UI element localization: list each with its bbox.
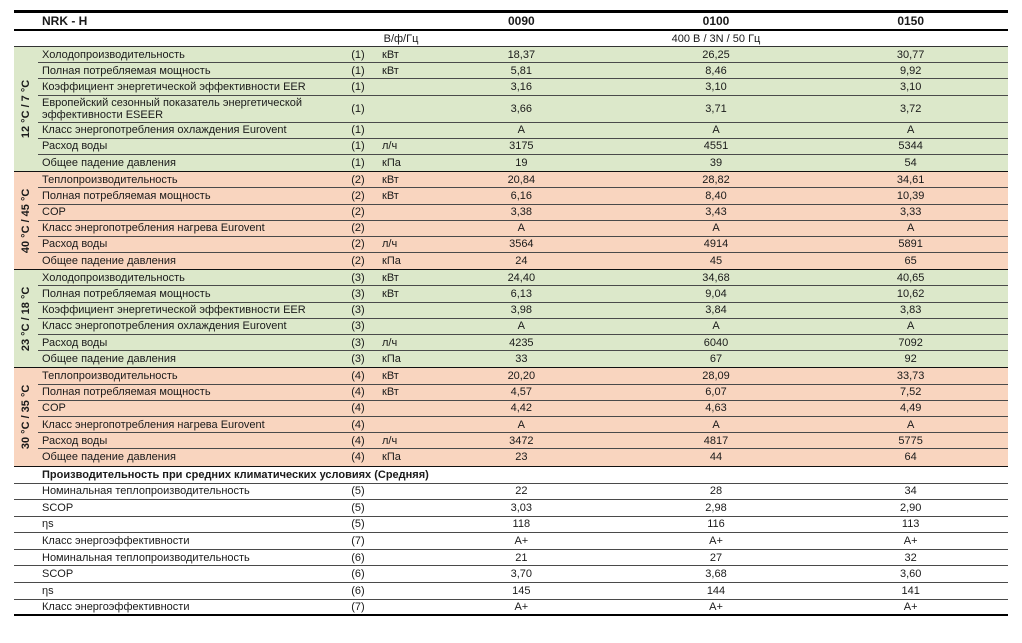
value-0150: 3,10 bbox=[899, 80, 922, 93]
value-0150: 30,77 bbox=[896, 48, 925, 61]
note-ref: (4) bbox=[351, 386, 365, 399]
value-0100: 4817 bbox=[703, 434, 729, 447]
param-label: SCOP bbox=[42, 568, 74, 581]
note-ref: (4) bbox=[351, 402, 365, 415]
note-ref: (6) bbox=[351, 568, 365, 581]
value-0150: 3,72 bbox=[899, 102, 922, 115]
note-ref: (1) bbox=[351, 80, 365, 93]
value-0090: 3175 bbox=[509, 140, 534, 153]
value-0090: 22 bbox=[515, 485, 528, 498]
table-row bbox=[38, 188, 1008, 204]
value-0100: 67 bbox=[709, 353, 723, 366]
param-label: Класс энергопотребления нагрева Eurovent bbox=[42, 222, 265, 235]
table-row bbox=[38, 63, 1008, 79]
table-row bbox=[38, 123, 1008, 139]
value-0100: 144 bbox=[706, 584, 726, 597]
value-0150: 7092 bbox=[898, 336, 923, 349]
note-ref: (3) bbox=[351, 288, 365, 301]
unit: кВт bbox=[382, 64, 399, 77]
note-ref: (4) bbox=[351, 451, 365, 464]
value-0090: 3,03 bbox=[510, 501, 533, 514]
value-0150: A bbox=[906, 222, 915, 235]
value-0090: 3,70 bbox=[510, 568, 533, 581]
value-0150: 5891 bbox=[898, 238, 923, 251]
condition-side-label: 23 °C / 18 °C bbox=[20, 286, 32, 352]
param-label: SCOP bbox=[42, 501, 74, 514]
unit: кПа bbox=[382, 451, 401, 464]
value-0090: 20,84 bbox=[507, 173, 536, 186]
block-rows bbox=[38, 47, 1008, 171]
table-row bbox=[38, 237, 1008, 253]
note-ref: (3) bbox=[351, 353, 365, 366]
value-0100: 27 bbox=[709, 551, 723, 564]
value-0100: 4,63 bbox=[705, 402, 727, 415]
value-0100: A+ bbox=[709, 600, 723, 613]
value-0100: 28,82 bbox=[702, 173, 730, 186]
value-0090: 5,81 bbox=[510, 64, 533, 77]
table-row bbox=[38, 155, 1008, 171]
unit: кВт bbox=[382, 173, 399, 186]
table-row bbox=[38, 401, 1008, 417]
value-0090: 19 bbox=[515, 157, 528, 170]
value-0150: 65 bbox=[904, 255, 917, 268]
value-0150: 64 bbox=[904, 451, 917, 464]
condition-side-label: 12 °C / 7 °C bbox=[20, 79, 32, 139]
note-ref: (4) bbox=[351, 418, 365, 431]
param-label: Холодопроизводительность bbox=[42, 271, 185, 284]
note-ref: (2) bbox=[351, 222, 365, 235]
value-0090: A bbox=[517, 320, 525, 333]
value-0090: A bbox=[517, 418, 525, 431]
table-row bbox=[14, 484, 1008, 501]
table-row bbox=[38, 319, 1008, 335]
value-0100: 8,40 bbox=[705, 189, 727, 202]
value-0100: 4551 bbox=[703, 140, 729, 153]
value-0090: A bbox=[517, 124, 525, 137]
model-name: NRK - H bbox=[42, 14, 88, 28]
seasonal-performance-rows bbox=[14, 484, 1008, 617]
param-label: Коэффициент энергетической эффективности EER bbox=[42, 304, 306, 317]
unit: кВт bbox=[382, 48, 399, 61]
param-label: COP bbox=[42, 402, 66, 415]
param-label: Общее падение давления bbox=[42, 451, 176, 464]
unit: л/ч bbox=[382, 336, 398, 349]
note-ref: (2) bbox=[351, 173, 365, 186]
note-ref: (6) bbox=[351, 584, 365, 597]
unit: кВт bbox=[382, 386, 399, 399]
param-label: ηs bbox=[42, 584, 54, 597]
value-0100: 3,10 bbox=[705, 80, 727, 93]
table-row bbox=[38, 221, 1008, 237]
block-rows bbox=[38, 172, 1008, 269]
note-ref: (2) bbox=[351, 206, 365, 219]
value-0100: A bbox=[712, 124, 720, 137]
param-label: Класс энергопотребления охлаждения Eurovent bbox=[42, 124, 287, 137]
unit: кВт bbox=[382, 288, 399, 301]
param-label: Полная потребляемая мощность bbox=[42, 189, 211, 202]
value-0090: 145 bbox=[512, 584, 531, 597]
table-row bbox=[38, 139, 1008, 155]
value-0150: 3,83 bbox=[899, 304, 922, 317]
table-header-row bbox=[14, 10, 1008, 31]
table-row bbox=[38, 335, 1008, 351]
table-row bbox=[38, 368, 1008, 384]
param-label: Европейский сезонный показатель энергетической эффективности ESEER bbox=[42, 96, 303, 121]
table-row bbox=[38, 253, 1008, 269]
note-ref: (5) bbox=[351, 501, 365, 514]
value-0100: 6040 bbox=[703, 336, 729, 349]
block-rows bbox=[38, 368, 1008, 465]
param-label: Полная потребляемая мощность bbox=[42, 386, 211, 399]
value-0090: 18,37 bbox=[507, 48, 536, 61]
table-row bbox=[38, 47, 1008, 63]
value-0150: 33,73 bbox=[896, 369, 925, 382]
value-0150: 54 bbox=[904, 157, 917, 170]
note-ref: (2) bbox=[351, 255, 365, 268]
param-label: Полная потребляемая мощность bbox=[42, 64, 211, 77]
value-0090: A+ bbox=[514, 600, 529, 613]
value-0090: 3,66 bbox=[510, 102, 533, 115]
value-0090: 118 bbox=[512, 518, 531, 531]
value-0090: 4,57 bbox=[510, 386, 533, 399]
value-0100: 3,71 bbox=[705, 102, 727, 115]
param-label: Класс энергоэффективности bbox=[42, 535, 190, 548]
value-0090: 20,20 bbox=[507, 369, 536, 382]
table-row bbox=[14, 500, 1008, 517]
table-row bbox=[14, 550, 1008, 567]
condition-block bbox=[14, 270, 1008, 368]
value-0150: A bbox=[906, 320, 915, 333]
value-0100: 44 bbox=[709, 451, 723, 464]
table-row bbox=[14, 583, 1008, 600]
value-0150: 40,65 bbox=[896, 271, 925, 284]
value-0100: A bbox=[712, 418, 720, 431]
value-0150: 113 bbox=[901, 518, 920, 531]
value-0150: A+ bbox=[903, 535, 918, 548]
value-0100: 2,98 bbox=[705, 501, 727, 514]
size-column-0090: 0090 bbox=[507, 14, 535, 28]
value-0090: 6,16 bbox=[510, 189, 533, 202]
table-row bbox=[38, 172, 1008, 188]
value-0100: 8,46 bbox=[705, 64, 727, 77]
value-0090: 3472 bbox=[509, 434, 534, 447]
value-0150: 2,90 bbox=[899, 501, 922, 514]
section-title: Производительность при средних климатических условиях (Средняя) bbox=[42, 468, 429, 481]
note-ref: (1) bbox=[351, 48, 365, 61]
value-0090: 23 bbox=[515, 451, 528, 464]
table-row bbox=[38, 79, 1008, 95]
value-0150: 5344 bbox=[898, 140, 923, 153]
note-ref: (6) bbox=[351, 551, 365, 564]
note-ref: (4) bbox=[351, 434, 365, 447]
value-0150: 5775 bbox=[898, 434, 923, 447]
value-0150: 4,49 bbox=[899, 402, 922, 415]
param-label: Номинальная теплопроизводительность bbox=[42, 551, 250, 564]
value-0150: 141 bbox=[901, 584, 920, 597]
value-0150: 9,92 bbox=[899, 64, 922, 77]
table-row bbox=[38, 303, 1008, 319]
table-row bbox=[38, 385, 1008, 401]
param-label: Расход воды bbox=[42, 238, 108, 251]
unit: кПа bbox=[382, 353, 401, 366]
unit: кВт bbox=[382, 189, 399, 202]
value-0100: A bbox=[712, 320, 720, 333]
value-0090: 24 bbox=[515, 255, 528, 268]
value-0100: 28 bbox=[709, 485, 723, 498]
table-row bbox=[14, 600, 1008, 617]
unit: кПа bbox=[382, 157, 401, 170]
value-0150: A+ bbox=[903, 600, 918, 613]
value-0090: 6,13 bbox=[510, 288, 533, 301]
note-ref: (7) bbox=[351, 600, 365, 613]
param-label: Теплопроизводительность bbox=[42, 369, 178, 382]
note-ref: (3) bbox=[351, 271, 365, 284]
table-row bbox=[38, 205, 1008, 221]
spec-table bbox=[14, 10, 1008, 616]
value-0100: 3,84 bbox=[705, 304, 727, 317]
note-ref: (5) bbox=[351, 485, 365, 498]
power-supply-row bbox=[14, 31, 1008, 47]
size-column-0150: 0150 bbox=[897, 14, 925, 28]
value-0090: 21 bbox=[515, 551, 528, 564]
value-0100: 4914 bbox=[703, 238, 729, 251]
table-row bbox=[38, 351, 1008, 367]
table-row bbox=[14, 533, 1008, 550]
value-0150: 92 bbox=[904, 353, 917, 366]
note-ref: (1) bbox=[351, 157, 365, 170]
value-0090: 4,42 bbox=[510, 402, 533, 415]
table-row bbox=[14, 517, 1008, 534]
note-ref: (2) bbox=[351, 238, 365, 251]
condition-block bbox=[14, 172, 1008, 270]
value-0100: 3,43 bbox=[705, 206, 727, 219]
note-ref: (1) bbox=[351, 124, 365, 137]
note-ref: (1) bbox=[351, 102, 365, 115]
value-0100: 3,68 bbox=[705, 568, 727, 581]
param-label: Общее падение давления bbox=[42, 353, 176, 366]
note-ref: (7) bbox=[351, 535, 365, 548]
unit: л/ч bbox=[382, 434, 398, 447]
param-label: Расход воды bbox=[42, 336, 108, 349]
value-0090: 3,38 bbox=[510, 206, 533, 219]
note-ref: (2) bbox=[351, 189, 365, 202]
unit: кВт bbox=[382, 369, 399, 382]
value-0150: 32 bbox=[904, 551, 917, 564]
condition-blocks bbox=[14, 47, 1008, 467]
value-0100: 26,25 bbox=[702, 48, 730, 61]
value-0090: 4235 bbox=[509, 336, 534, 349]
value-0150: 34,61 bbox=[896, 173, 925, 186]
condition-side-label: 30 °C / 35 °C bbox=[20, 384, 32, 450]
value-0100: A bbox=[712, 222, 720, 235]
unit: л/ч bbox=[382, 238, 398, 251]
note-ref: (3) bbox=[351, 336, 365, 349]
condition-block bbox=[14, 47, 1008, 172]
value-0100: 116 bbox=[707, 518, 725, 531]
note-ref: (5) bbox=[351, 518, 365, 531]
unit: л/ч bbox=[382, 140, 398, 153]
unit: кПа bbox=[382, 255, 401, 268]
param-label: ηs bbox=[42, 518, 54, 531]
note-ref: (1) bbox=[351, 140, 365, 153]
param-label: Холодопроизводительность bbox=[42, 48, 185, 61]
param-label: Номинальная теплопроизводительность bbox=[42, 485, 250, 498]
value-0150: 10,62 bbox=[896, 288, 925, 301]
condition-side-label: 40 °C / 45 °C bbox=[20, 188, 32, 253]
table-row bbox=[38, 96, 1008, 123]
power-supply-label: В/ф/Гц bbox=[383, 32, 419, 45]
block-rows bbox=[38, 270, 1008, 367]
value-0150: A bbox=[906, 124, 915, 137]
value-0150: A bbox=[906, 418, 915, 431]
table-row bbox=[14, 566, 1008, 583]
value-0100: 45 bbox=[709, 255, 723, 268]
unit: кВт bbox=[382, 271, 399, 284]
value-0090: A bbox=[517, 222, 525, 235]
value-0090: 33 bbox=[515, 353, 528, 366]
param-label: Общее падение давления bbox=[42, 255, 176, 268]
param-label: Расход воды bbox=[42, 434, 108, 447]
param-label: Коэффициент энергетической эффективности EER bbox=[42, 80, 306, 93]
value-0090: 24,40 bbox=[507, 271, 536, 284]
note-ref: (1) bbox=[351, 64, 365, 77]
table-row bbox=[38, 286, 1008, 302]
table-row bbox=[38, 449, 1008, 465]
power-supply-value: 400 В / 3N / 50 Гц bbox=[671, 32, 761, 45]
param-label: Расход воды bbox=[42, 140, 108, 153]
table-row bbox=[38, 270, 1008, 286]
value-0090: 3564 bbox=[509, 238, 534, 251]
param-label: Полная потребляемая мощность bbox=[42, 288, 211, 301]
note-ref: (3) bbox=[351, 320, 365, 333]
table-row bbox=[38, 417, 1008, 433]
size-column-0100: 0100 bbox=[702, 14, 730, 28]
param-label: Теплопроизводительность bbox=[42, 173, 178, 186]
param-label: COP bbox=[42, 206, 66, 219]
value-0100: 6,07 bbox=[705, 386, 727, 399]
value-0150: 34 bbox=[904, 485, 917, 498]
value-0100: A+ bbox=[709, 535, 723, 548]
param-label: Класс энергоэффективности bbox=[42, 600, 190, 613]
note-ref: (3) bbox=[351, 304, 365, 317]
condition-block bbox=[14, 368, 1008, 466]
value-0090: 3,98 bbox=[510, 304, 533, 317]
value-0100: 39 bbox=[709, 157, 723, 170]
value-0100: 9,04 bbox=[705, 288, 727, 301]
param-label: Класс энергопотребления охлаждения Eurovent bbox=[42, 320, 287, 333]
value-0100: 28,09 bbox=[702, 369, 730, 382]
value-0100: 34,68 bbox=[702, 271, 730, 284]
value-0150: 3,60 bbox=[899, 568, 922, 581]
param-label: Класс энергопотребления нагрева Eurovent bbox=[42, 418, 265, 431]
value-0090: A+ bbox=[514, 535, 529, 548]
note-ref: (4) bbox=[351, 369, 365, 382]
value-0150: 7,52 bbox=[899, 386, 922, 399]
section-title-row bbox=[14, 467, 1008, 484]
value-0090: 3,16 bbox=[510, 80, 533, 93]
value-0150: 3,33 bbox=[899, 206, 922, 219]
table-row bbox=[38, 433, 1008, 449]
value-0150: 10,39 bbox=[896, 189, 925, 202]
param-label: Общее падение давления bbox=[42, 157, 176, 170]
